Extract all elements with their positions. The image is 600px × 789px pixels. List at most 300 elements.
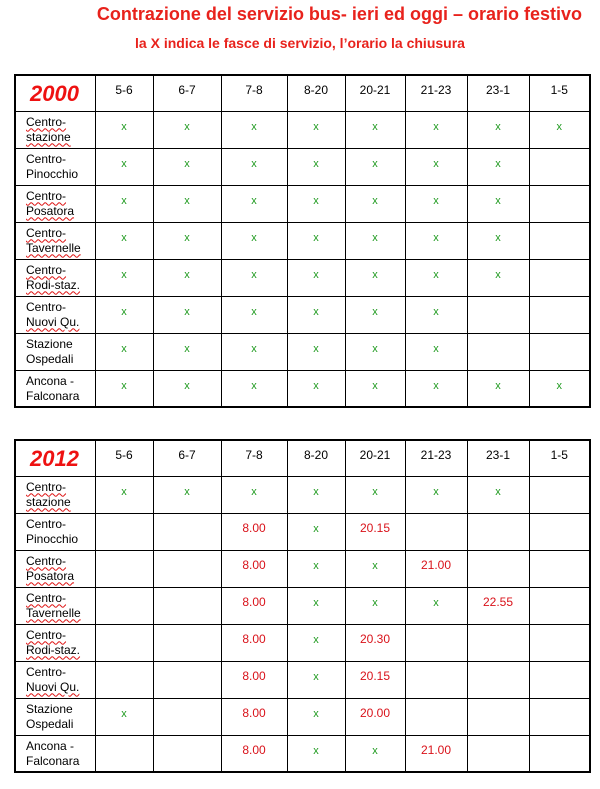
schedule-cell [405, 370, 467, 407]
route-name-line2: Ospedali [26, 716, 74, 731]
service-mark: x [433, 194, 439, 207]
column-header: 8-20 [287, 440, 345, 476]
schedule-cell [221, 661, 287, 698]
schedule-cell [287, 185, 345, 222]
schedule-cell [405, 333, 467, 370]
schedule-cell [287, 550, 345, 587]
schedule-cell [529, 259, 590, 296]
service-mark: x [121, 157, 127, 170]
service-mark: x [433, 305, 439, 318]
schedule-cell [467, 550, 529, 587]
route-name-line2: Rodi-staz. [26, 277, 81, 292]
service-mark: x [495, 157, 501, 170]
schedule-cell [467, 624, 529, 661]
schedule-cell [467, 222, 529, 259]
schedule-cell [345, 735, 405, 772]
schedule-cell [405, 148, 467, 185]
route-name-cell [15, 111, 95, 148]
closing-time: 8.00 [242, 631, 266, 646]
schedule-cell [153, 735, 221, 772]
schedule-cell [95, 624, 153, 661]
column-header: 1-5 [529, 440, 590, 476]
route-name-line1: Centro- [26, 114, 67, 129]
schedule-cell [221, 370, 287, 407]
service-mark: x [313, 744, 319, 757]
route-name-line1: Centro- [26, 299, 67, 314]
schedule-cell [287, 296, 345, 333]
service-mark: x [495, 268, 501, 281]
service-mark: x [313, 157, 319, 170]
column-header: 7-8 [221, 75, 287, 111]
schedule-cell [287, 735, 345, 772]
schedule-cell [529, 111, 590, 148]
schedule-cell [287, 513, 345, 550]
closing-time: 22.55 [482, 594, 514, 609]
route-name-line2: Tavernelle [26, 240, 81, 255]
schedule-cell [95, 296, 153, 333]
route-name-line2: Posatora [26, 568, 75, 583]
column-header: 8-20 [287, 75, 345, 111]
table-row [15, 624, 590, 661]
service-mark: x [121, 120, 127, 133]
service-mark: x [433, 596, 439, 609]
schedule-cell [221, 111, 287, 148]
schedule-cell [345, 513, 405, 550]
service-mark: x [251, 194, 257, 207]
schedule-cell [405, 259, 467, 296]
schedule-cell [405, 735, 467, 772]
table-row [15, 333, 590, 370]
schedule-cell [405, 185, 467, 222]
schedule-cell [405, 587, 467, 624]
closing-time: 20.00 [359, 705, 391, 720]
schedule-cell [405, 513, 467, 550]
service-mark: x [372, 596, 378, 609]
schedule-cell [345, 111, 405, 148]
schedule-cell [95, 111, 153, 148]
column-header: 20-21 [345, 75, 405, 111]
schedule-cell [95, 222, 153, 259]
schedule-cell [153, 661, 221, 698]
service-mark: x [313, 342, 319, 355]
service-mark: x [372, 157, 378, 170]
schedule-cell [467, 661, 529, 698]
service-mark: x [251, 342, 257, 355]
schedule-cell [345, 296, 405, 333]
service-mark: x [556, 379, 562, 392]
service-mark: x [184, 120, 190, 133]
schedule-cell [287, 111, 345, 148]
schedule-cell [405, 550, 467, 587]
schedule-cell [95, 698, 153, 735]
schedule-cell [287, 698, 345, 735]
table-row [15, 185, 590, 222]
route-name-line2: Pinocchio [26, 531, 79, 546]
schedule-cell [467, 476, 529, 513]
year-label: 2000 [30, 81, 79, 106]
schedule-cell [529, 513, 590, 550]
service-mark: x [251, 120, 257, 133]
column-header: 23-1 [467, 75, 529, 111]
year-label-cell [15, 75, 95, 111]
route-name-cell [15, 148, 95, 185]
service-mark: x [313, 485, 319, 498]
service-mark: x [184, 342, 190, 355]
schedule-cell [529, 661, 590, 698]
service-mark: x [251, 268, 257, 281]
service-mark: x [184, 485, 190, 498]
table-row [15, 550, 590, 587]
service-mark: x [372, 194, 378, 207]
schedule-cell [221, 698, 287, 735]
schedule-cell [287, 333, 345, 370]
schedule-cell [345, 698, 405, 735]
route-name-line2: Nuovi Qu. [26, 679, 80, 694]
column-header: 21-23 [405, 75, 467, 111]
schedule-cell [221, 296, 287, 333]
schedule-cell [221, 624, 287, 661]
schedule-cell [287, 587, 345, 624]
table-row [15, 296, 590, 333]
route-name-line1: Centro- [26, 590, 67, 605]
service-mark: x [313, 194, 319, 207]
route-name-cell [15, 513, 95, 550]
schedule-cell [405, 111, 467, 148]
service-mark: x [495, 120, 501, 133]
service-mark: x [495, 379, 501, 392]
service-mark: x [313, 120, 319, 133]
schedule-cell [529, 624, 590, 661]
service-mark: x [313, 268, 319, 281]
schedule-cell [529, 698, 590, 735]
schedule-cell [153, 148, 221, 185]
service-mark: x [433, 485, 439, 498]
schedule-cell [467, 370, 529, 407]
route-name-line2: Nuovi Qu. [26, 314, 80, 329]
service-mark: x [372, 559, 378, 572]
route-name-line2: stazione [26, 494, 71, 509]
column-header: 20-21 [345, 440, 405, 476]
schedule-cell [529, 550, 590, 587]
schedule-cell [345, 476, 405, 513]
table-row [15, 587, 590, 624]
closing-time: 8.00 [242, 520, 266, 535]
route-name-line1: Ancona - [26, 373, 75, 388]
service-mark: x [313, 305, 319, 318]
schedule-cell [153, 222, 221, 259]
service-mark: x [251, 231, 257, 244]
route-name-cell [15, 550, 95, 587]
schedule-cell [345, 259, 405, 296]
service-mark: x [184, 268, 190, 281]
service-mark: x [372, 120, 378, 133]
column-header: 21-23 [405, 440, 467, 476]
schedule-cell [153, 587, 221, 624]
table-row [15, 111, 590, 148]
route-name-line2: Ospedali [26, 351, 74, 366]
table-row [15, 735, 590, 772]
schedule-cell [287, 370, 345, 407]
schedule-cell [467, 148, 529, 185]
service-mark: x [184, 194, 190, 207]
table-row [15, 661, 590, 698]
service-mark: x [313, 633, 319, 646]
table-header-row [15, 75, 590, 111]
schedule-cell [345, 550, 405, 587]
service-mark: x [251, 379, 257, 392]
column-header: 23-1 [467, 440, 529, 476]
schedule-cell [221, 185, 287, 222]
schedule-cell [153, 333, 221, 370]
schedule-cell [287, 624, 345, 661]
schedule-cell [467, 735, 529, 772]
service-mark: x [121, 305, 127, 318]
schedule-cell [153, 370, 221, 407]
service-mark: x [433, 157, 439, 170]
route-name-line1: Centro- [26, 225, 67, 240]
schedule-cell [529, 476, 590, 513]
route-name-cell [15, 735, 95, 772]
schedule-cell [529, 735, 590, 772]
schedule-cell [153, 259, 221, 296]
schedule-cell [529, 333, 590, 370]
route-name-line2: Pinocchio [26, 166, 79, 181]
service-mark: x [121, 194, 127, 207]
service-mark: x [121, 342, 127, 355]
schedule-cell [405, 661, 467, 698]
route-name-line1: Centro- [26, 479, 67, 494]
column-header: 5-6 [95, 440, 153, 476]
service-mark: x [372, 231, 378, 244]
schedule-cell [467, 513, 529, 550]
document-title: Contrazione del servizio bus- ieri ed oggi – orario festivo [96, 4, 582, 24]
closing-time: 20.15 [359, 520, 391, 535]
schedule-cell [95, 513, 153, 550]
table-row [15, 222, 590, 259]
route-name-line1: Centro- [26, 151, 67, 166]
route-name-cell [15, 333, 95, 370]
schedule-cell [529, 185, 590, 222]
closing-time: 20.30 [359, 631, 391, 646]
closing-time: 21.00 [420, 557, 452, 572]
schedule-table-2000 [14, 74, 591, 408]
service-mark: x [313, 670, 319, 683]
route-name-line1: Centro- [26, 516, 67, 531]
route-name-line1: Centro- [26, 627, 67, 642]
service-mark: x [313, 231, 319, 244]
table-row [15, 259, 590, 296]
schedule-cell [153, 698, 221, 735]
route-name-line1: Centro- [26, 262, 67, 277]
schedule-cell [405, 222, 467, 259]
schedule-table-2012 [14, 439, 591, 773]
schedule-cell [405, 698, 467, 735]
service-mark: x [251, 305, 257, 318]
schedule-cell [221, 259, 287, 296]
service-mark: x [251, 157, 257, 170]
schedule-cell [95, 333, 153, 370]
schedule-cell [153, 513, 221, 550]
schedule-cell [221, 476, 287, 513]
service-mark: x [184, 379, 190, 392]
schedule-cell [287, 148, 345, 185]
table-row [15, 476, 590, 513]
service-mark: x [121, 707, 127, 720]
route-name-line2: Tavernelle [26, 605, 81, 620]
closing-time: 8.00 [242, 594, 266, 609]
schedule-cell [95, 185, 153, 222]
route-name-line2: Rodi-staz. [26, 642, 81, 657]
schedule-cell [221, 222, 287, 259]
route-name-line1: Stazione [26, 336, 73, 351]
service-mark: x [121, 485, 127, 498]
schedule-cell [221, 333, 287, 370]
schedule-cell [405, 476, 467, 513]
schedule-cell [529, 587, 590, 624]
service-mark: x [433, 231, 439, 244]
service-mark: x [372, 379, 378, 392]
service-mark: x [372, 268, 378, 281]
route-name-line2: Falconara [26, 753, 80, 768]
route-name-line1: Ancona - [26, 738, 75, 753]
schedule-cell [153, 111, 221, 148]
schedule-cell [221, 513, 287, 550]
service-mark: x [433, 120, 439, 133]
service-mark: x [313, 596, 319, 609]
route-name-cell [15, 661, 95, 698]
schedule-cell [95, 550, 153, 587]
service-mark: x [556, 120, 562, 133]
service-mark: x [372, 744, 378, 757]
closing-time: 8.00 [242, 742, 266, 757]
schedule-cell [221, 587, 287, 624]
schedule-cell [153, 550, 221, 587]
schedule-cell [405, 296, 467, 333]
schedule-cell [95, 370, 153, 407]
route-name-cell [15, 476, 95, 513]
service-mark: x [372, 305, 378, 318]
schedule-cell [95, 587, 153, 624]
service-mark: x [184, 231, 190, 244]
service-mark: x [372, 485, 378, 498]
schedule-cell [153, 296, 221, 333]
schedule-cell [529, 296, 590, 333]
schedule-cell [529, 148, 590, 185]
route-name-line1: Centro- [26, 188, 67, 203]
route-name-cell [15, 624, 95, 661]
service-mark: x [313, 522, 319, 535]
route-name-line1: Centro- [26, 553, 67, 568]
service-mark: x [495, 231, 501, 244]
table-row [15, 698, 590, 735]
year-label: 2012 [30, 446, 79, 471]
closing-time: 20.15 [359, 668, 391, 683]
schedule-cell [529, 222, 590, 259]
column-header: 6-7 [153, 440, 221, 476]
schedule-cell [467, 587, 529, 624]
schedule-cell [345, 587, 405, 624]
service-mark: x [121, 268, 127, 281]
schedule-cell [467, 259, 529, 296]
schedule-cell [405, 624, 467, 661]
closing-time: 8.00 [242, 557, 266, 572]
route-name-line1: Stazione [26, 701, 73, 716]
schedule-cell [345, 333, 405, 370]
service-mark: x [251, 485, 257, 498]
column-header: 7-8 [221, 440, 287, 476]
schedule-cell [287, 661, 345, 698]
schedule-cell [153, 624, 221, 661]
schedule-cell [467, 333, 529, 370]
column-header: 6-7 [153, 75, 221, 111]
table-header-row [15, 440, 590, 476]
route-name-cell [15, 185, 95, 222]
closing-time: 21.00 [420, 742, 452, 757]
route-name-cell [15, 698, 95, 735]
schedule-cell [153, 185, 221, 222]
service-mark: x [313, 379, 319, 392]
schedule-cell [467, 296, 529, 333]
route-name-line2: Posatora [26, 203, 75, 218]
route-name-line2: stazione [26, 129, 71, 144]
table-body [15, 476, 590, 772]
service-mark: x [433, 342, 439, 355]
schedule-cell [529, 370, 590, 407]
schedule-cell [345, 185, 405, 222]
closing-time: 8.00 [242, 668, 266, 683]
schedule-cell [467, 111, 529, 148]
schedule-cell [221, 148, 287, 185]
schedule-cell [345, 222, 405, 259]
service-mark: x [433, 379, 439, 392]
service-mark: x [372, 342, 378, 355]
schedule-cell [221, 550, 287, 587]
schedule-cell [95, 259, 153, 296]
schedule-cell [345, 661, 405, 698]
route-name-line1: Centro- [26, 664, 67, 679]
year-label-cell [15, 440, 95, 476]
schedule-cell [345, 370, 405, 407]
table-body [15, 111, 590, 407]
route-name-cell [15, 222, 95, 259]
service-mark: x [433, 268, 439, 281]
service-mark: x [184, 157, 190, 170]
column-header: 5-6 [95, 75, 153, 111]
column-header: 1-5 [529, 75, 590, 111]
table-row [15, 148, 590, 185]
schedule-cell [345, 624, 405, 661]
service-mark: x [184, 305, 190, 318]
schedule-cell [95, 661, 153, 698]
schedule-cell [95, 735, 153, 772]
route-name-cell [15, 296, 95, 333]
table-row [15, 370, 590, 407]
service-mark: x [313, 559, 319, 572]
schedule-cell [287, 259, 345, 296]
service-mark: x [495, 485, 501, 498]
schedule-cell [221, 735, 287, 772]
route-name-cell [15, 259, 95, 296]
schedule-cell [345, 148, 405, 185]
document-subtitle: la X indica le fasce di servizio, l’orario la chiusura [135, 35, 465, 51]
service-mark: x [121, 231, 127, 244]
closing-time: 8.00 [242, 705, 266, 720]
route-name-line2: Falconara [26, 388, 80, 403]
service-mark: x [121, 379, 127, 392]
schedule-cell [95, 148, 153, 185]
schedule-cell [287, 476, 345, 513]
service-mark: x [313, 707, 319, 720]
